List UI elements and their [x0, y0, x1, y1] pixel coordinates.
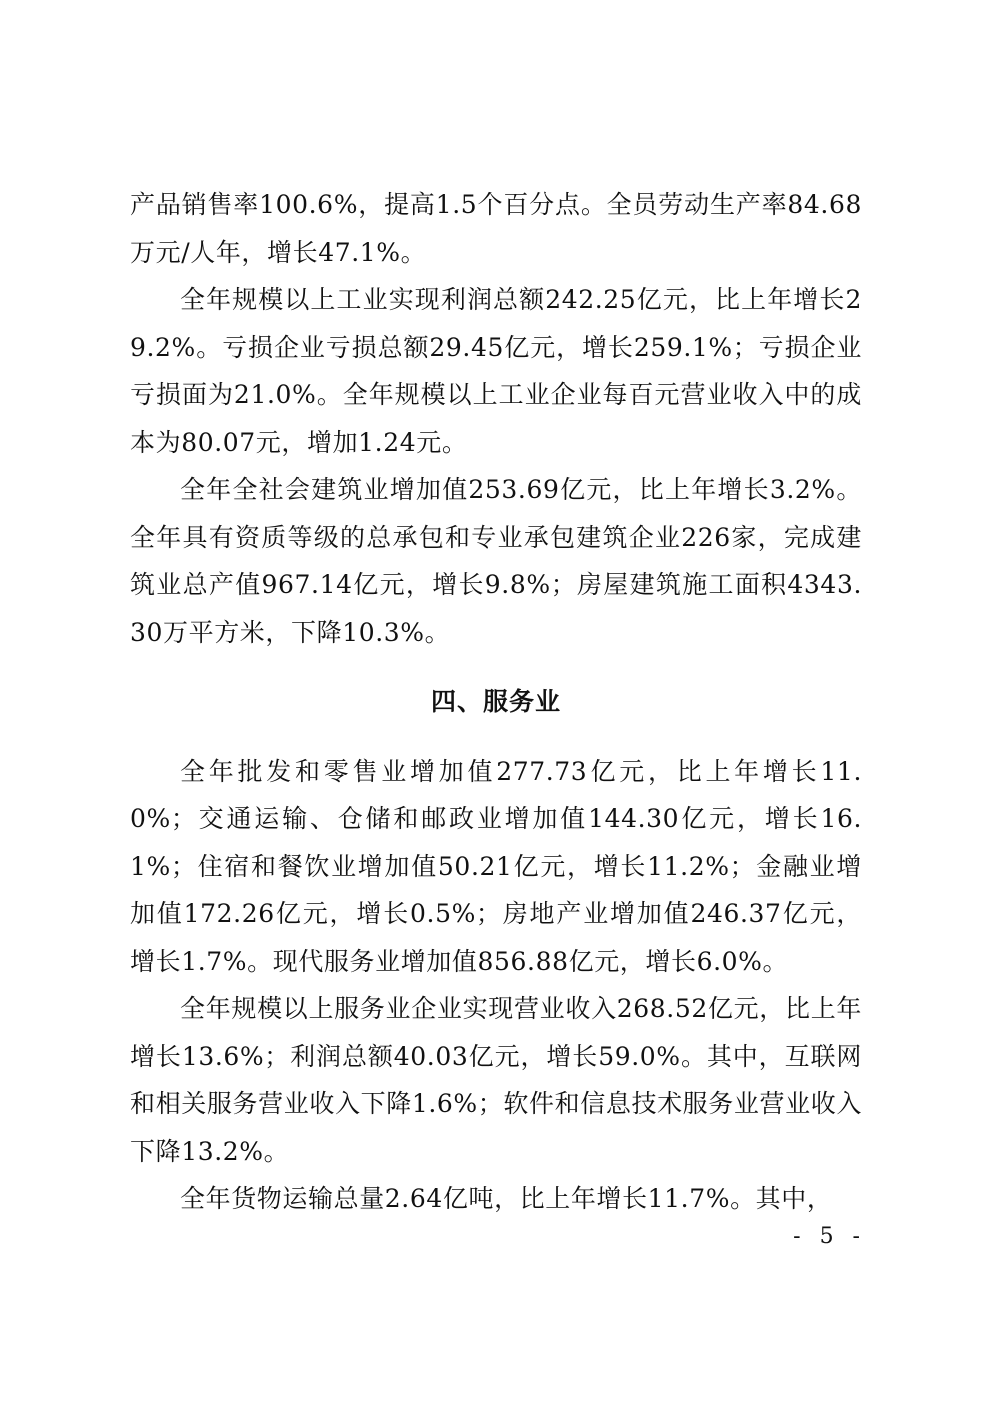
paragraph-product-sales-rate: 产品销售率100.6%，提高1.5个百分点。全员劳动生产率84.68万元/人年，增长47.1%。 [130, 190, 862, 267]
paragraph-industrial-profit: 全年规模以上工业实现利润总额242.25亿元，比上年增长29.2%。亏损企业亏损总额29.45亿元，增长259.1%；亏损企业亏损面为21.0%。全年规模以上工业企业每百元营业收入中的成本为80.07元，增加1.24元。 [130, 285, 862, 457]
section-heading-services: 四、服务业 [430, 687, 561, 716]
page-body [130, 181, 862, 1223]
paragraph-services-value-added: 全年批发和零售业增加值277.73亿元，比上年增长11.0%；交通运输、仓储和邮政业增加值144.30亿元，增长16.1%；住宿和餐饮业增加值50.21亿元，增长11.2%；金融业增加值172.26亿元，增长0.5%；房地产业增加值246.37亿元，增长1.7%。现代服务业增加值856.88亿元，增长6.0%。 [130, 756, 862, 976]
paragraph-construction: 全年全社会建筑业增加值253.69亿元，比上年增长3.2%。全年具有资质等级的总承包和专业承包建筑企业226家，完成建筑业总产值967.14亿元，增长9.8%；房屋建筑施工面积4343.30万平方米，下降10.3%。 [130, 475, 862, 647]
paragraph-freight-transport: 全年货物运输总量2.64亿吨，比上年增长11.7%。其中， [180, 1184, 833, 1213]
page-number: - 5 - [793, 1224, 866, 1249]
paragraph-services-revenue: 全年规模以上服务业企业实现营业收入268.52亿元，比上年增长13.6%；利润总额40.03亿元，增长59.0%。其中，互联网和相关服务营业收入下降1.6%；软件和信息技术服务业营业收入下降13.2%。 [130, 994, 862, 1166]
